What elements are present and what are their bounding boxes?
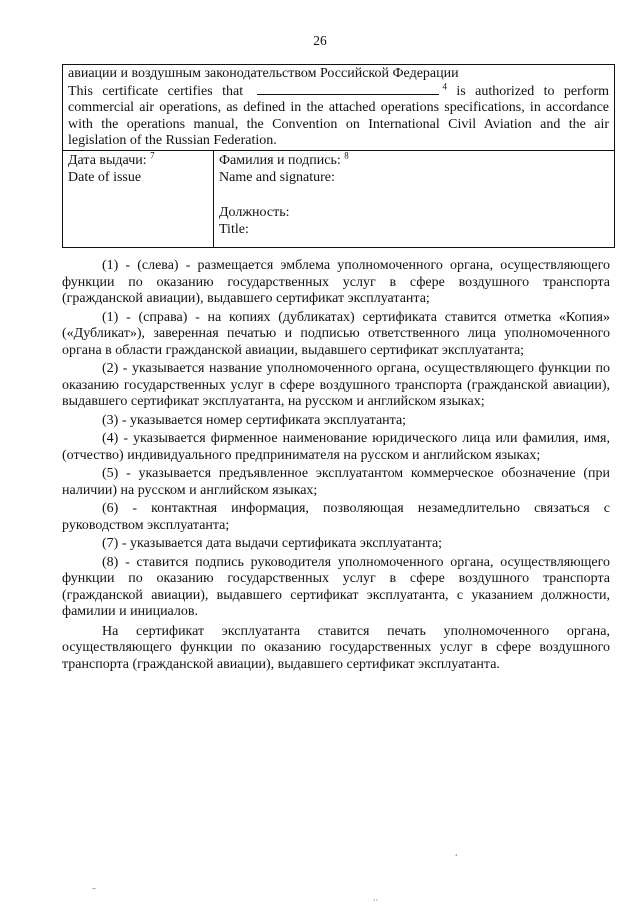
note-1-right: (1) - (справа) - на копиях (дубликатах) сертификата ставится отметка «Копия» («Дубликат»), заверенная печатью и подписью ответственного лица уполномоченного органа в области гражданской авиации, выдавшего сертификат эксплуатанта; [62,309,610,358]
footnote-7: 7 [150,149,155,160]
page-number: 26 [313,33,327,48]
certificate-line-en-end: is authorized to perform [456,83,610,99]
operator-name-blank [257,83,439,95]
footnotes-section [62,258,610,675]
certificate-line-ru: авиации и воздушным законодательством Российской Федерации [68,66,459,81]
certificate-line-en-first [68,80,610,101]
certificate-line-en-start: This certificate certifies that [68,83,244,99]
note-8: (8) - ставится подпись руководителя уполномоченного органа, осуществляющего функции по оказанию государственных услуг в сфере воздушного транспорта (гражданской авиации), выдавшего сертификат эксплуатанта, с указанием должности, фамилии и инициалов. [62,554,610,619]
scan-speck: ·· [373,896,379,905]
note-4: (4) - указывается фирменное наименование юридического лица или фамилия, имя, (отчество) индивидуального предпринимателя на русском и английском языках; [62,431,610,463]
note-7: (7) - указывается дата выдачи сертификата эксплуатанта; [102,536,443,551]
note-1-left: (1) - (слева) - размещается эмблема уполномоченного органа, осуществляющего функции по оказанию государственных услуг в сфере воздушного транспорта (гражданской авиации), выдавшего сертификат эксплуатанта; [62,258,610,306]
note-2: (2) - указывается название уполномоченного органа, осуществляющего функции по оказанию государственных услуг в сфере воздушного транспорта (гражданской авиации), выдавшего сертификат эксплуатанта, на русском и английском языках; [62,361,610,409]
scan-speck: ‘ [455,853,458,862]
certificate-table [62,64,615,248]
certificate-text-cell [63,65,615,151]
name-label-ru: Фамилия и подпись: [219,152,341,168]
note-5: (5) - указывается предъявленное эксплуатантом коммерческое обозначение (при наличии) на русском и английском языках; [62,466,610,498]
scan-speck: – [92,884,96,893]
date-label-ru: Дата выдачи: [68,152,147,168]
footnote-8: 8 [344,149,349,160]
name-label-en: Name and signature: [219,169,335,185]
date-label-ru-line [68,149,208,169]
name-label-ru-line [219,149,609,169]
footnote-4: 4 [442,80,448,91]
position-label-en: Title: [219,221,249,237]
spacer [219,186,609,204]
final-paragraph: На сертификат эксплуатанта ставится печать уполномоченного органа, осуществляющего функции по оказанию государственных услуг в сфере воздушного транспорта (гражданской авиации), выдавшего сертификат эксплуатанта. [62,623,610,672]
certificate-signature-row [63,150,615,247]
date-label-en: Date of issue [68,169,142,185]
position-label-ru: Должность: [219,204,290,220]
date-of-issue-cell [63,150,214,247]
note-6: (6) - контактная информация, позволяющая незамедлительно связаться с руководством эксплуатанта; [62,501,610,533]
certificate-text-row [63,65,615,151]
name-signature-cell [214,150,615,247]
certificate-line-en-body: commercial air operations, as defined in the attached operations specifications, in accordance with the operations manual, the Convention on International Civil Aviation and the air legislation of the Russian Federation. [68,100,609,148]
note-3: (3) - указывается номер сертификата эксплуатанта; [102,412,407,428]
